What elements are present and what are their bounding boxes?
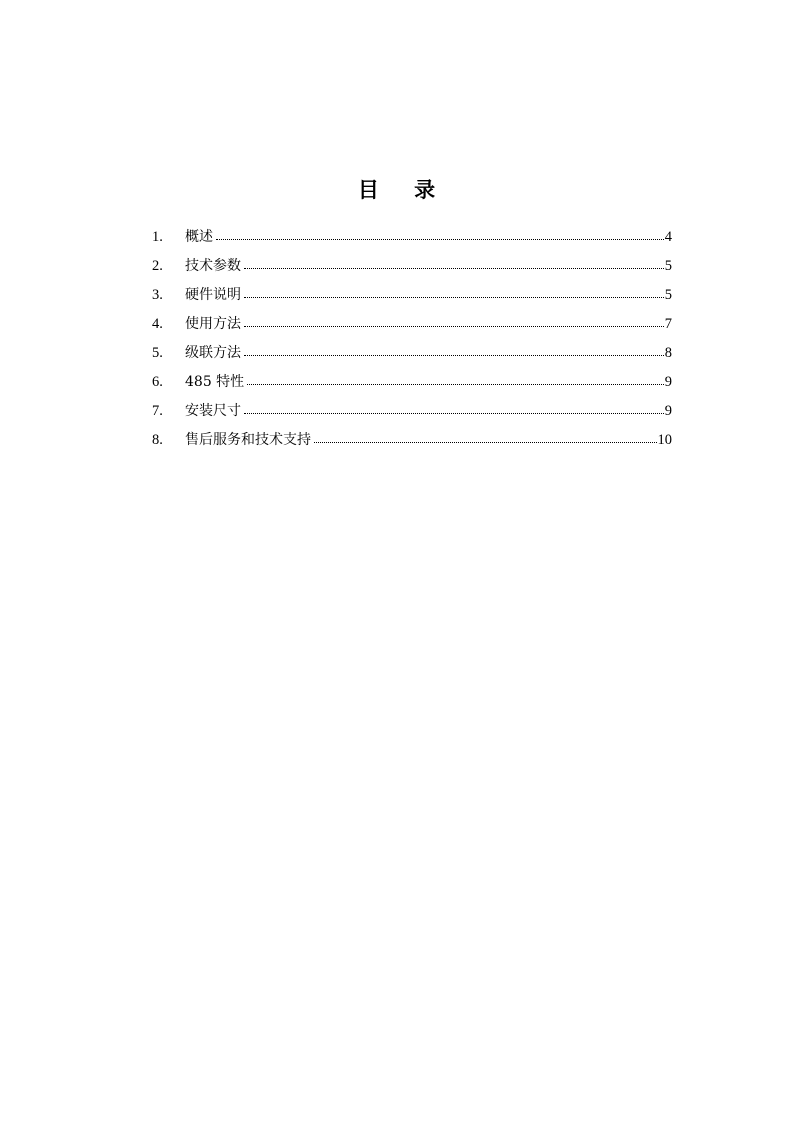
toc-entry-label: 硬件说明 — [185, 287, 241, 303]
toc-entry-page: 9 — [664, 403, 672, 419]
toc-entry-number: 2. — [152, 258, 163, 274]
toc-title: 目 录 — [357, 178, 450, 202]
toc-entry-485[interactable] — [152, 372, 672, 401]
toc-entry-number: 8. — [152, 432, 163, 448]
toc-entry-cascade[interactable] — [152, 343, 672, 372]
toc-entry-label: 485 特性 — [185, 374, 245, 390]
toc-dot-leader — [244, 285, 664, 299]
toc-entry-number: 3. — [152, 287, 163, 303]
toc-dot-leader — [244, 401, 664, 415]
toc-entry-support[interactable] — [152, 430, 672, 459]
toc-entry-number: 4. — [152, 316, 163, 332]
toc-entry-number: 1. — [152, 229, 163, 245]
toc-entry-page: 9 — [664, 374, 672, 390]
toc-entry-label: 级联方法 — [185, 345, 241, 361]
toc-entry-number: 7. — [152, 403, 163, 419]
toc-entry-label: 售后服务和技术支持 — [185, 432, 311, 448]
toc-entry-tech-params[interactable] — [152, 256, 672, 285]
toc-entry-usage[interactable] — [152, 314, 672, 343]
toc-entry-overview[interactable] — [152, 227, 672, 256]
toc-entry-label: 概述 — [185, 229, 213, 245]
toc-entry-page: 8 — [664, 345, 672, 361]
toc-entry-page: 5 — [664, 287, 672, 303]
toc-entry-label: 安装尺寸 — [185, 403, 241, 419]
toc-dot-leader — [247, 372, 664, 386]
toc-entry-number: 6. — [152, 374, 163, 390]
toc-entry-page: 5 — [664, 258, 672, 274]
toc-entry-label: 使用方法 — [185, 316, 241, 332]
toc-dot-leader — [314, 430, 657, 444]
toc-dot-leader — [244, 314, 664, 328]
toc-entry-number: 5. — [152, 345, 163, 361]
toc-dot-leader — [244, 343, 664, 357]
toc-entry-page: 4 — [664, 229, 672, 245]
toc-list — [152, 227, 672, 459]
toc-entry-hardware[interactable] — [152, 285, 672, 314]
toc-dot-leader — [244, 256, 664, 270]
toc-entry-page: 7 — [664, 316, 672, 332]
toc-entry-install-size[interactable] — [152, 401, 672, 430]
toc-dot-leader — [216, 227, 664, 241]
toc-entry-label: 技术参数 — [185, 258, 241, 274]
toc-entry-page: 10 — [657, 432, 672, 448]
